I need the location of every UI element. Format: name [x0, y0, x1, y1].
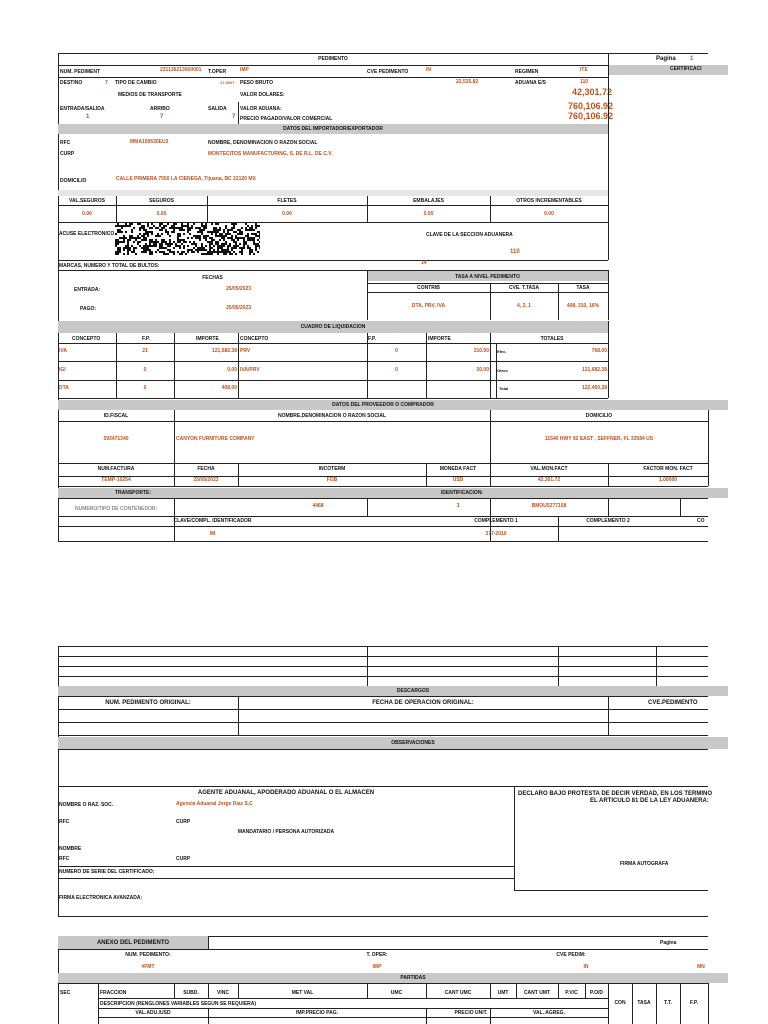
clave-seccion-value: 110: [510, 249, 520, 255]
nombre-raz-soc-label: NOMBRE O RAZ. SOC.: [59, 802, 114, 808]
anexo-num-label: NUM. PEDIMENTO:: [125, 952, 171, 958]
fp-col-header: F.P.: [690, 1000, 698, 1006]
moneda-fact-value: USD: [452, 477, 464, 483]
proveedor-domicilio-label: DOMICILIO: [585, 413, 613, 419]
liq-concepto2-2: IVA/PRV: [240, 367, 260, 373]
peso-bruto-value: 22,535.82: [456, 79, 479, 85]
firma-electronica-label: FIRMA ELECTRONICA AVANZADA:: [59, 895, 143, 901]
declaro-text-1: DECLARO BAJO PROTESTA DE DECIR VERDAD, EN LOS TERMINO: [518, 791, 713, 797]
mandatario-nombre-label: NOMBRE: [59, 846, 82, 852]
subd-header: SUBD.: [183, 990, 199, 996]
curp-label: CURP: [60, 151, 75, 157]
nombre-label: NOMBRE, DENOMINACION O RAZON SOCIAL: [208, 140, 318, 146]
val-adu-header: VAL.ADU./USD: [135, 1010, 171, 1016]
val-seguros-header: VAL.SEGUROS: [68, 198, 106, 204]
clave-seccion-label: CLAVE DE LA SECCION ADUANERA: [426, 232, 513, 238]
partidas-title: PARTIDAS: [400, 975, 426, 981]
fechas-title: FECHAS: [202, 275, 223, 281]
proveedor-nombre-value: CANYON FURNITURE COMPANY: [176, 436, 255, 442]
embalajes-header: EMBALAJES: [413, 198, 444, 204]
pagina-label: Pagina: [656, 56, 676, 62]
certificacion-label: CERTIFICACI: [670, 66, 702, 72]
cant-umc-header: CANT UMC: [444, 990, 472, 996]
aduana-label: ADUANA E/S: [515, 80, 546, 86]
entrada-date: 25/05/2023: [226, 286, 252, 292]
medios-transporte-label: MEDIOS DE TRANSPORTE: [118, 92, 182, 98]
sec-header: SEC: [60, 990, 71, 996]
cve-pedimento-value: IN: [426, 67, 431, 73]
identificacion-label: IDENTIFICACION:: [440, 490, 484, 496]
liq-concepto-2: IGI: [59, 367, 66, 373]
liq-fp-3: 0: [143, 385, 147, 391]
liq-concepto-3: DTA: [59, 385, 69, 391]
efec-label: Efec.: [497, 349, 507, 354]
otros-incrementables-header: OTROS INCREMENTABLES: [516, 198, 582, 204]
entrada-value: 1: [86, 114, 90, 120]
tasa-col-header: TASA: [637, 1000, 651, 1006]
transporte-label: TRANSPORTE:: [114, 490, 152, 496]
identificacion-3: BMOU5277108: [531, 503, 567, 509]
liq-concepto2-1: PRV: [240, 348, 251, 354]
agente-curp-label: CURP: [176, 819, 191, 825]
liq-importe-2: 0.00: [227, 367, 237, 373]
efec-value: 768.00: [591, 348, 607, 354]
identificacion-2: 3: [456, 503, 460, 509]
arribo-label: ARRIBO: [150, 106, 170, 112]
factor-mon-fact-value: 1.00000: [658, 477, 678, 483]
fecha-factura-label: FECHA: [197, 466, 215, 472]
importe2-header: IMPORTE: [428, 336, 451, 342]
anexo-cve-label: CVE PEDIM:: [556, 952, 586, 958]
clave-compl-value: IM: [209, 531, 216, 537]
fp2-header: F.P.: [368, 336, 376, 342]
num-pedimento-original-label: NUM. PEDIMENTO ORIGINAL:: [105, 700, 191, 706]
val-agreg-header: VAL. AGREG.: [533, 1010, 565, 1016]
incoterm-value: FOB: [326, 477, 338, 483]
concepto2-header: CONCEPTO: [240, 336, 269, 342]
liquidacion-title: CUADRO DE LIQUIDACION: [300, 324, 366, 330]
descargos-title: DESCARGOS: [396, 688, 430, 694]
umt-header: UMT: [497, 990, 509, 996]
domicilio-value: CALLE PRIMERA 7550 LA CIENEGA, Tijuana, BC 22120 MX: [116, 176, 256, 182]
cve-tasa-header: CVE. T.TASA: [508, 285, 540, 291]
num-factura-label: NUM.FACTURA: [97, 466, 135, 472]
anexo-cve-value: IN: [583, 964, 589, 970]
valor-dolares-value: 42,301.72: [572, 87, 613, 97]
nombre-value: MONTECITOS MANUFACTURING, S. DE R.L. DE C.V.: [208, 151, 333, 157]
cve-pedimento-label: CVE PEDIMENTO: [367, 69, 409, 75]
fraccion-header: FRACCION: [100, 990, 127, 996]
proveedor-nombre-label: NOMBRE,DENOMINACION O RAZON SOCIAL: [277, 413, 387, 419]
id-fiscal-value: 593471340: [103, 436, 129, 442]
barcode-image: [115, 223, 260, 255]
num-pediment-label: NUM. PEDIMENT: [60, 69, 100, 75]
cant-umt-header: CANT UMT: [523, 990, 551, 996]
liq-importe2-1: 310.00: [473, 348, 489, 354]
firma-autografa-label: FIRMA AUTOGRAFA: [620, 861, 669, 867]
complemento2-label: COMPLEMENTO 2: [586, 518, 630, 524]
identificacion-1: 4468: [312, 503, 324, 509]
pago-date: 25/05/2023: [226, 305, 252, 311]
val-seguros-value: 0.00: [82, 211, 92, 217]
fecha-factura-value: 25/05/2023: [193, 477, 219, 483]
pago-label: PAGO:: [80, 306, 97, 312]
anexo-t-oper-label: T. OPER:: [366, 952, 388, 958]
anexo-pagina-label: Pagina: [660, 940, 677, 946]
declaro-text-2: EL ARTICULO 81 DE LA LEY ADUANERA:: [590, 798, 709, 804]
anexo-t-oper-value: IMP: [372, 964, 382, 970]
mandatario-curp-label: CURP: [176, 856, 191, 862]
anexo-title: ANEXO DEL PEDIMENTO: [96, 940, 170, 946]
anexo-num-value: #FMT: [141, 964, 155, 970]
tasa-title: TASA A NIVEL PEDIMENTO: [455, 274, 520, 280]
proveedor-domicilio-value: 11540 HWY 92 EAST , SEFFNER, FL 33584 US: [544, 436, 654, 442]
imp-precio-header: IMP.PRECIO PAG.: [295, 1010, 339, 1016]
moneda-fact-label: MONEDA FACT: [439, 466, 477, 472]
embalajes-value: 0.00: [423, 211, 434, 217]
concepto-header: CONCEPTO: [72, 336, 101, 342]
contrib-header: CONTRIB: [417, 285, 440, 291]
otros-incrementables-value: 0.00: [544, 211, 554, 217]
destino-label: DESTINO: [60, 80, 83, 86]
t-oper-label: T.OPER: [208, 69, 227, 75]
observaciones-title: OBSERVACIONES: [391, 740, 435, 746]
num-pediment-value: 231136213000001: [160, 67, 202, 73]
val-mon-fact-label: VAL.MON.FACT: [530, 466, 568, 472]
liq-importe-3: 408.00: [221, 385, 237, 391]
peso-bruto-label: PESO BRUTO: [240, 80, 273, 86]
tipo-cambio-label: TIPO DE CAMBIO: [115, 80, 157, 86]
num-factura-value: TEMP-10254: [101, 477, 131, 483]
total-value: 122,450.38: [581, 385, 607, 391]
mandatario-label: MANDATARIO / PERSONA AUTORIZADA: [237, 829, 335, 835]
fletes-value: 0.00: [282, 211, 292, 217]
precio-unit-header: PRECIO UNIT.: [454, 1010, 488, 1016]
precio-pagado-label: PRECIO PAGADO/VALOR COMERCIAL: [240, 116, 333, 122]
arribo-value: 7: [160, 114, 164, 120]
totales-header: TOTALES: [540, 336, 564, 342]
regimen-value: ITE: [580, 67, 588, 73]
fletes-header: FLETES: [277, 198, 297, 204]
pvc-header: P.V/C: [565, 990, 578, 996]
valor-aduana-value: 760,106.92: [568, 101, 614, 111]
importe-header: IMPORTE: [196, 336, 219, 342]
incoterm-label: INCOTERM: [318, 466, 346, 472]
valor-dolares-label: VALOR DOLARES:: [240, 92, 285, 98]
marcas-value: 14: [421, 260, 427, 266]
val-mon-fact-value: 42,301.72: [537, 477, 561, 483]
clave-compl-label: CLAVE/COMPL. IDENTIFICADOR: [173, 518, 252, 524]
id-fiscal-label: ID.FISCAL: [103, 413, 129, 419]
contenedor-label: NUMERO/TIPO DE CONTENEDOR:: [75, 506, 157, 512]
numero-serie-label: NUMERO DE SERIE DEL CERTIFICADO:: [59, 869, 155, 875]
destino-value: 7: [105, 80, 108, 86]
liq-fp-1: 21: [142, 348, 148, 354]
liq-fp2-2: 0: [395, 367, 398, 373]
complemento1-value: 377-2010: [485, 531, 507, 537]
liq-concepto-1: IVA: [59, 348, 67, 354]
liq-importe2-2: 50.00: [476, 367, 489, 373]
seguros-value: 0.00: [156, 211, 167, 217]
pod-header: P.O/D: [590, 990, 603, 996]
total-label: Total: [499, 386, 509, 391]
anexo-extra-value: MN: [697, 964, 705, 970]
liq-fp-2: 0: [143, 367, 147, 373]
factor-mon-fact-label: FACTOR MON. FACT: [643, 466, 693, 472]
salida-value: 7: [232, 114, 236, 120]
acuse-electronico-label: ACUSE ELECTRONICO: [59, 231, 115, 237]
co-label: CO: [697, 518, 705, 524]
otros-label: Otros: [497, 368, 508, 373]
descripcion-header: DESCRIPCION (RENGLONES VARIABLES SEGUN SE REQUIERA): [100, 1001, 257, 1007]
entrada-salida-label: ENTRADA/SALIDA: [60, 106, 105, 112]
rfc-label: RFC: [60, 140, 71, 146]
nombre-raz-soc-value: Agencia Aduanal Jorge Diaz S.C: [176, 801, 253, 807]
mandatario-rfc-label: RFC: [59, 856, 70, 862]
umc-header: UMC: [390, 990, 403, 996]
liq-importe-1: 121,682.38: [211, 348, 237, 354]
tt-header: T.T.: [664, 1000, 672, 1006]
cve-pedimento-original-label: CVE.PEDIMENTO: [648, 700, 698, 706]
fp-header: F.P.: [142, 336, 150, 342]
importador-title: DATOS DEL IMPORTADOR/EXPORTADOR: [283, 126, 383, 132]
agente-title: AGENTE ADUANAL, APODERADO ADUANAL O EL ALMACEN: [197, 790, 375, 796]
valor-aduana-label: VALOR ADUANA:: [240, 106, 282, 112]
liq-fp2-1: 0: [395, 348, 398, 354]
precio-pagado-value: 760,106.92: [568, 111, 614, 121]
t-oper-value: IMP: [240, 67, 249, 73]
complemento1-label: COMPLEMENTO 1: [474, 518, 518, 524]
salida-label: SALIDA: [208, 106, 227, 112]
regimen-label: REGIMEN: [515, 69, 539, 75]
cve-tasa-value: 4, 2, 1: [517, 303, 531, 309]
aduana-value: 110: [580, 79, 589, 85]
agente-rfc-label: RFC: [59, 819, 70, 825]
fecha-operacion-original-label: FECHA DE OPERACION ORIGINAL:: [372, 700, 474, 706]
entrada-label: ENTRADA:: [74, 287, 101, 293]
pagina-value: 1: [690, 56, 694, 62]
vinc-header: VINC: [217, 990, 229, 996]
rfc-value: MMA100630EU3: [130, 139, 169, 145]
marcas-label: MARCAS, NUMERO Y TOTAL DE BULTOS:: [59, 263, 160, 269]
proveedor-title: DATOS DEL PROVEEDOR O COMPRADOR: [332, 402, 434, 408]
pedimento-title: PEDIMENTO: [318, 56, 348, 62]
tasa-value: 408, 310, 16%: [566, 303, 600, 309]
contrib-value: DTA, PRV, IVA: [411, 303, 446, 309]
con-header: CON: [614, 1000, 626, 1006]
domicilio-label: DOMICILIO: [60, 178, 87, 184]
otros-value: 121,682.38: [581, 367, 607, 373]
seguros-header: SEGUROS: [148, 198, 174, 204]
met-val-header: MET VAL: [291, 990, 314, 996]
tasa-header: TASA: [576, 285, 590, 291]
tipo-cambio-value: 17.0667: [220, 80, 235, 85]
